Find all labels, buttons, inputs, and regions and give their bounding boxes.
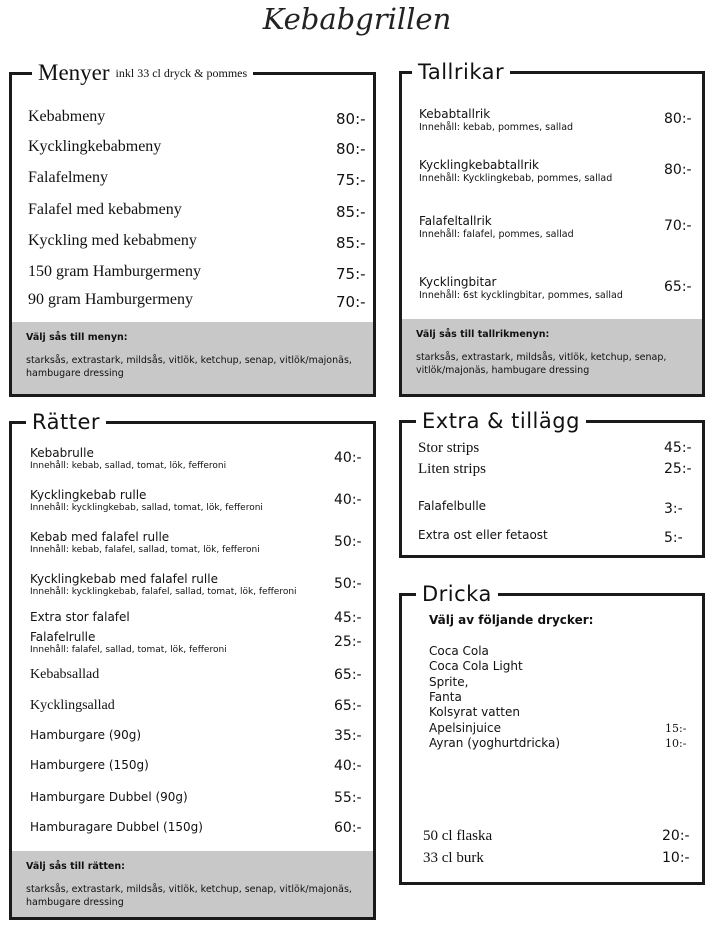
menyer-item-price: 85:- — [336, 234, 366, 252]
ratter-item — [30, 572, 297, 597]
dricka-priced-name: Ayran (yoghurtdricka) — [429, 735, 561, 750]
ratter-item-price: 55:- — [334, 790, 362, 806]
ratter-item — [30, 667, 99, 683]
menyer-heading-text: Menyer — [38, 60, 110, 85]
menyer-sauce-heading: Välj sås till menyn: — [26, 332, 128, 343]
ratter-item-price: 40:- — [334, 492, 362, 508]
dricka-priced-name: Apelsinjuice — [429, 720, 501, 735]
menyer-item-name: Kebabmeny — [28, 108, 106, 125]
ratter-item — [30, 630, 227, 655]
extra-item-price: 25:- — [664, 461, 692, 477]
ratter-item-desc: Innehåll: kycklingkebab, falafel, sallad, tomat, lök, fefferoni — [30, 587, 297, 597]
ratter-item — [30, 820, 203, 834]
extra-item-name: Falafelbulle — [418, 499, 487, 513]
ratter-item-price: 60:- — [334, 820, 362, 836]
tallrikar-sauce-heading: Välj sås till tallrikmenyn: — [416, 329, 550, 340]
ratter-item-name: Kycklingkebab med falafel rulle — [30, 572, 218, 586]
menyer-item-price: 80:- — [336, 140, 366, 158]
ratter-item-name: Hamburgere (150g) — [30, 758, 149, 772]
ratter-item — [30, 446, 226, 471]
ratter-item-name: Falafelrulle — [30, 630, 96, 644]
extra-item-price: 5:- — [664, 530, 683, 546]
dricka-subheading: Välj av följande drycker: — [429, 613, 594, 627]
dricka-drink: Coca Cola Light — [429, 659, 523, 674]
tallrikar-heading — [412, 57, 510, 90]
dricka-priced-price: 15:- — [665, 721, 687, 735]
tallrikar-box — [399, 60, 705, 397]
dricka-drink: Coca Cola — [429, 644, 489, 658]
dricka-size-name: 33 cl burk — [423, 850, 484, 866]
tallrikar-item — [419, 214, 574, 240]
tallrikar-item-name: Kebabtallrik — [419, 107, 491, 121]
tallrikar-item-price: 70:- — [664, 218, 692, 234]
menyer-subheading: inkl 33 cl dryck & pommes — [115, 66, 248, 80]
ratter-item-price: 45:- — [334, 610, 362, 626]
ratter-item-price: 40:- — [334, 450, 362, 466]
ratter-item-price: 50:- — [334, 576, 362, 592]
ratter-item-price: 35:- — [334, 728, 362, 744]
dricka-heading — [416, 579, 498, 612]
ratter-item-desc: Innehåll: kebab, sallad, tomat, lök, fefferoni — [30, 461, 227, 471]
tallrikar-item-name: Kycklingkebabtallrik — [419, 158, 539, 172]
dricka-size-name: 50 cl flaska — [423, 828, 493, 844]
menyer-item-price: 75:- — [336, 171, 366, 189]
menyer-item-name: Falafel med kebabmeny — [28, 201, 182, 218]
ratter-item-price: 65:- — [334, 698, 362, 714]
menyer-item-price: 75:- — [336, 265, 366, 283]
tallrikar-item — [419, 158, 612, 184]
dricka-drink: Sprite, — [429, 674, 469, 689]
extra-heading — [416, 406, 586, 439]
ratter-heading — [26, 407, 106, 440]
extra-item-price: 45:- — [664, 440, 692, 456]
ratter-sauce-text: starksås, extrastark, mildsås, vitlök, ketchup, senap, vitlök/majonäs, hambugare dressing — [26, 884, 352, 908]
menyer-item-name: Kyckling med kebabmeny — [28, 232, 197, 249]
tallrikar-item — [419, 107, 573, 133]
ratter-item-desc: Innehåll: kycklingkebab, sallad, tomat, lök, fefferoni — [30, 503, 263, 513]
extra-heading-text: Extra & tillägg — [422, 409, 580, 433]
extra-item-price: 3:- — [664, 501, 683, 517]
tallrikar-heading-text: Tallrikar — [418, 60, 505, 84]
menyer-sauce-panel — [12, 322, 373, 394]
ratter-item-name: Hamburagare Dubbel (150g) — [30, 820, 203, 834]
ratter-sauce-panel — [12, 851, 373, 917]
menu-title: Kebabgrillen — [262, 2, 452, 36]
extra-item-name: Stor strips — [418, 440, 480, 456]
tallrikar-item-desc: Innehåll: Kycklingkebab, pommes, sallad — [419, 173, 613, 184]
ratter-item-name: Extra stor falafel — [30, 610, 130, 624]
ratter-sauce-heading: Välj sås till rätten: — [26, 861, 125, 872]
menyer-item-price: 70:- — [336, 293, 366, 311]
dricka-size-price: 10:- — [662, 850, 690, 866]
tallrikar-item-name: Falafeltallrik — [419, 214, 492, 228]
extra-item-name: Liten strips — [418, 461, 486, 477]
tallrikar-item-price: 80:- — [664, 111, 692, 127]
ratter-item-name: Hamburgare Dubbel (90g) — [30, 790, 188, 804]
ratter-box — [9, 410, 376, 920]
tallrikar-item-price: 65:- — [664, 279, 692, 295]
ratter-item-name: Kebabrulle — [30, 446, 94, 460]
ratter-item-name: Kebab med falafel rulle — [30, 530, 170, 544]
ratter-item-name: Kycklingsallad — [30, 698, 115, 713]
dricka-box — [399, 582, 705, 885]
ratter-item — [30, 790, 188, 804]
dricka-drink: Fanta — [429, 689, 462, 704]
menyer-heading — [32, 58, 253, 91]
tallrikar-sauce-text: starksås, extrastark, mildsås, vitlök, ketchup, senap, vitlök/majonäs, hambugare dressing — [416, 352, 667, 376]
menyer-item-price: 80:- — [336, 110, 366, 128]
ratter-item-desc: Innehåll: kebab, falafel, sallad, tomat, lök, fefferoni — [30, 545, 260, 555]
extra-item-name: Extra ost eller fetaost — [418, 528, 548, 542]
menyer-box — [9, 60, 376, 397]
menyer-item-price: 85:- — [336, 203, 366, 221]
ratter-item-name: Hamburgare (90g) — [30, 728, 142, 742]
tallrikar-item-desc: Innehåll: 6st kycklingbitar, pommes, sallad — [419, 290, 623, 301]
dricka-priced-price: 10:- — [665, 736, 687, 750]
ratter-heading-text: Rätter — [32, 410, 101, 434]
menyer-item-name: Falafelmeny — [28, 169, 108, 186]
tallrikar-item — [419, 275, 623, 301]
menyer-item-name: 90 gram Hamburgermeny — [28, 291, 193, 308]
ratter-item — [30, 728, 141, 742]
ratter-item-price: 50:- — [334, 534, 362, 550]
ratter-item — [30, 488, 263, 513]
ratter-item-name: Kycklingkebab rulle — [30, 488, 147, 502]
ratter-item-price: 40:- — [334, 758, 362, 774]
tallrikar-sauce-panel — [402, 319, 702, 394]
ratter-item — [30, 610, 130, 624]
tallrikar-item-desc: Innehåll: falafel, pommes, sallad — [419, 229, 574, 240]
tallrikar-item-price: 80:- — [664, 162, 692, 178]
ratter-item — [30, 530, 260, 555]
ratter-item-price: 65:- — [334, 667, 362, 683]
menyer-item-name: Kycklingkebabmeny — [28, 138, 162, 155]
ratter-item-price: 25:- — [334, 634, 362, 650]
ratter-item — [30, 698, 115, 714]
ratter-item-name: Kebabsallad — [30, 667, 100, 682]
tallrikar-item-desc: Innehåll: kebab, pommes, sallad — [419, 122, 574, 133]
menyer-sauce-text: starksås, extrastark, mildsås, vitlök, ketchup, senap, vitlök/majonäs, hambugare dressing — [26, 355, 352, 379]
dricka-drink: Kolsyrat vatten — [429, 705, 520, 720]
extra-box — [399, 409, 705, 558]
dricka-heading-text: Dricka — [422, 582, 492, 606]
dricka-size-price: 20:- — [662, 828, 690, 844]
tallrikar-item-name: Kycklingbitar — [419, 275, 497, 289]
menyer-item-name: 150 gram Hamburgermeny — [28, 263, 201, 280]
ratter-item-desc: Innehåll: falafel, sallad, tomat, lök, fefferoni — [30, 645, 227, 655]
ratter-item — [30, 758, 149, 772]
